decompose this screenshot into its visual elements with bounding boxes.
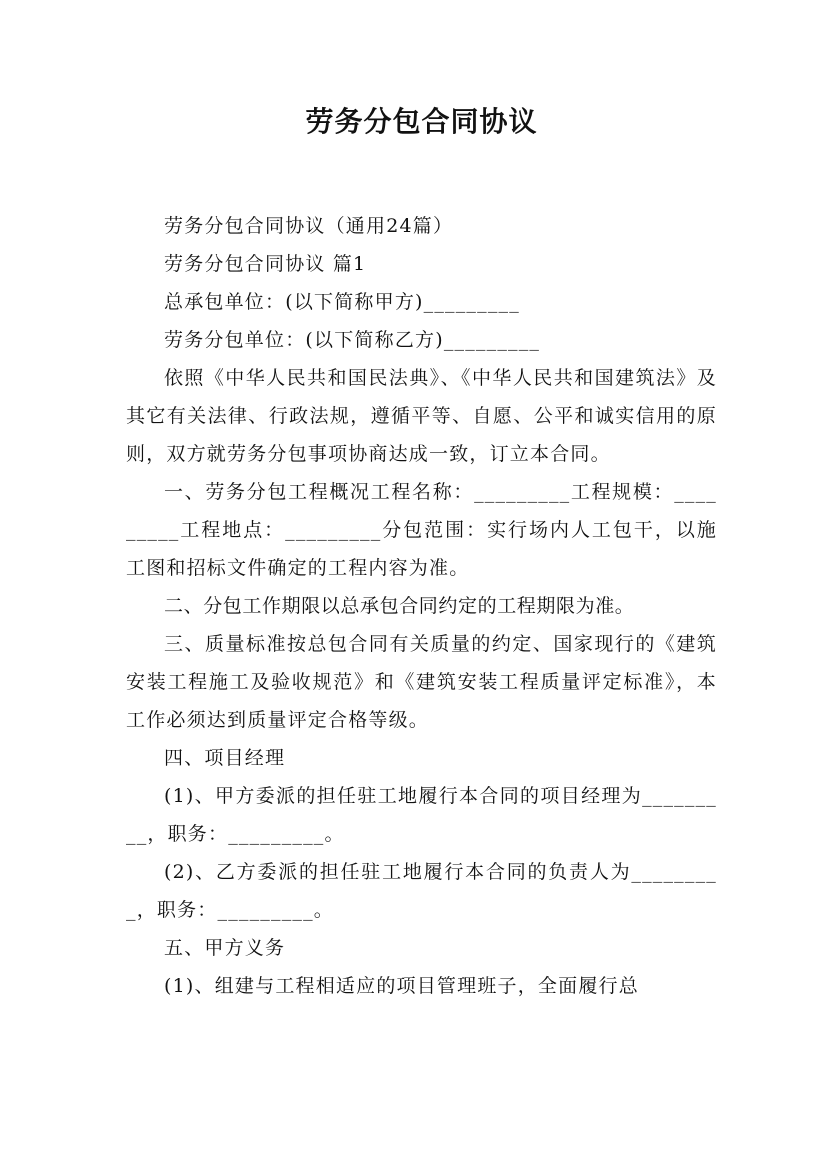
paragraph-clause-4-heading: 四、项目经理 <box>164 747 286 769</box>
paragraph-party-b: 劳务分包单位：(以下简称乙方)_________ <box>164 329 541 351</box>
paragraph-clause-3: 三、质量标准按总包合同有关质量的约定、国家现行的《建筑安装工程施工及验收规范》和《建筑安装工程质量评定标准》，本工作必须达到质量评定合格等级。 <box>126 633 717 731</box>
paragraph-clause-5-1: (1)、组建与工程相适应的项目管理班子，全面履行总 <box>164 975 639 997</box>
paragraph-preamble: 依照《中华人民共和国民法典》、《中华人民共和国建筑法》及其它有关法律、行政法规，遵循平等、自愿、公平和诚实信用的原则，双方就劳务分包事项协商达成一致，订立本合同。 <box>126 367 717 465</box>
document-title: 劳务分包合同协议 <box>305 105 538 138</box>
paragraph-clause-4-2: (2)、乙方委派的担任驻工地履行本合同的负责人为_________，职务：_________。 <box>126 861 717 921</box>
paragraph-clause-2: 二、分包工作期限以总承包合同约定的工程期限为准。 <box>164 595 635 617</box>
paragraph-subtitle: 劳务分包合同协议（通用24篇） <box>164 215 454 237</box>
paragraph-section-heading: 劳务分包合同协议 篇1 <box>164 253 367 275</box>
paragraph-clause-1: 一、劳务分包工程概况工程名称：_________工程规模：_________工程地点：_________分包范围：实行场内人工包干，以施工图和招标文件确定的工程内容为准。 <box>126 481 717 579</box>
paragraph-party-a: 总承包单位：(以下简称甲方)_________ <box>164 291 520 313</box>
paragraph-clause-4-1: (1)、甲方委派的担任驻工地履行本合同的项目经理为_________，职务：_________。 <box>126 785 717 845</box>
paragraph-clause-5-heading: 五、甲方义务 <box>164 937 286 959</box>
